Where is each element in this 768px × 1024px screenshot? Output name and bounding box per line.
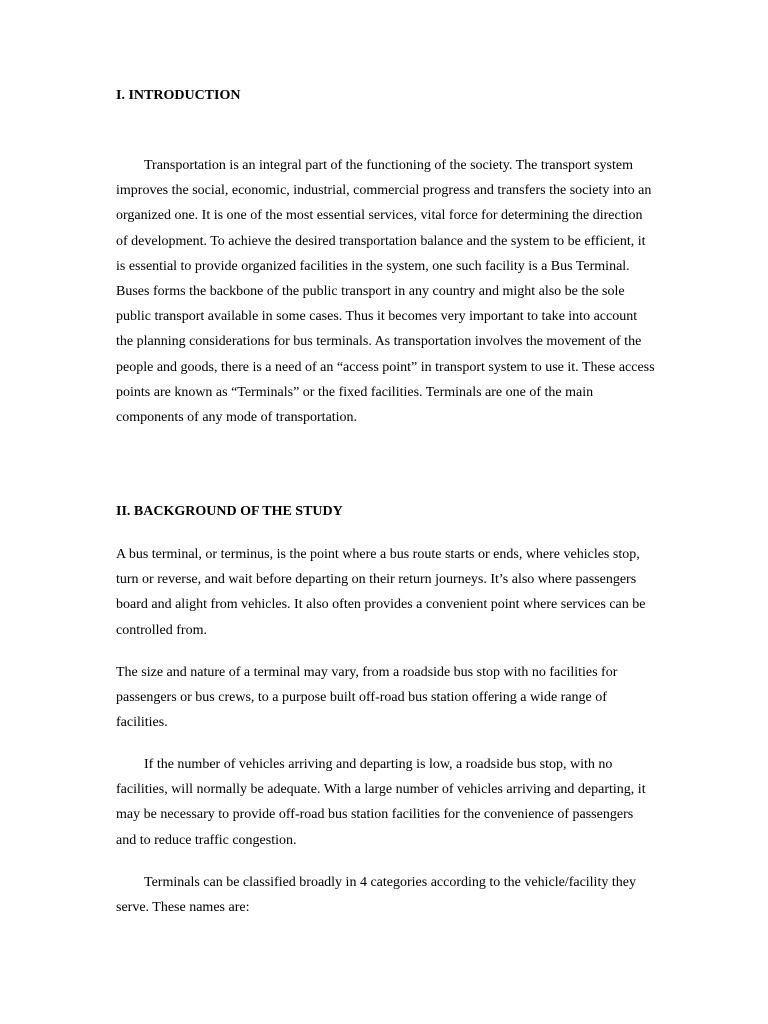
section-heading-background: II. BACKGROUND OF THE STUDY <box>116 504 343 519</box>
background-paragraph-4: Terminals can be classified broadly in 4 categories according to the vehicle/facility they serve. These names are: <box>116 875 636 916</box>
intro-paragraph: Transportation is an integral part of the functioning of the society. The transport system improves the social, economic, industrial, commercial progress and transfers the society into an organized one. It is one of the most essential services, vital force for determining the direction of development. To achieve the desired transportation balance and the system to be efficient, it is essential to provide organized facilities in the system, one such facility is a Bus Terminal. Buses forms the backbone of the public transport in any country and might also be the sole public transport available in some cases. Thus it becomes very important to take into account the planning considerations for bus terminals. As transportation involves the movement of the people and goods, there is a need of an “access point” in transport system to use it. These access points are known as “Terminals” or the fixed facilities. Terminals are one of the main components of any mode of transportation. <box>116 158 655 426</box>
background-paragraph-3: If the number of vehicles arriving and departing is low, a roadside bus stop, with no facilities, will normally be adequate. With a large number of vehicles arriving and departing, it may be necessary to provide off-road bus station facilities for the convenience of passengers and to reduce traffic congestion. <box>116 757 646 848</box>
section-heading-introduction: I. INTRODUCTION <box>116 88 241 103</box>
background-paragraph-2: The size and nature of a terminal may vary, from a roadside bus stop with no facilities for passengers or bus crews, to a purpose built off-road bus station offering a wide range of facilities. <box>116 665 618 731</box>
background-paragraph-1: A bus terminal, or terminus, is the point where a bus route starts or ends, where vehicles stop, turn or reverse, and wait before departing on their return journeys. It’s also where passengers board and alight from vehicles. It also often provides a convenient point where services can be controlled from. <box>116 547 646 638</box>
